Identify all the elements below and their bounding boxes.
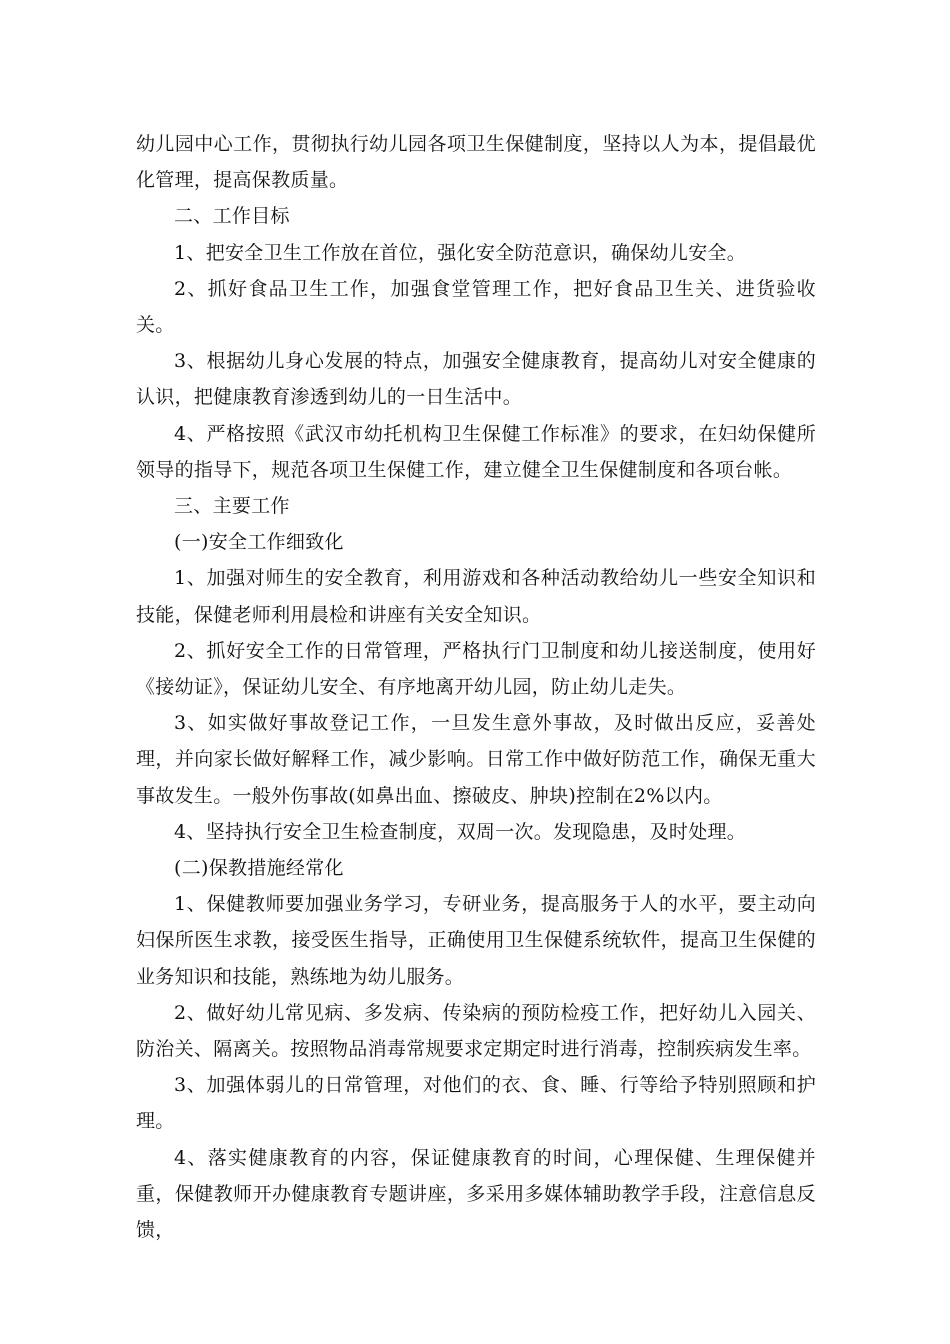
care-item-2: 2、做好幼儿常见病、多发病、传染病的预防检疫工作，把好幼儿入园关、防治关、隔离关。按照物品消毒常规要求定期定时进行消毒，控制疾病发生率。: [136, 1001, 816, 1061]
care-item-4: 4、落实健康教育的内容，保证健康教育的时间，心理保健、生理保健并重，保健教师开办健康教育专题讲座，多采用多媒体辅助教学手段，注意信息反馈，: [136, 1146, 816, 1242]
subheading-safety-work: (一)安全工作细致化: [174, 531, 344, 554]
heading-work-goals: 二、工作目标: [174, 205, 290, 228]
goal-item-1: 1、把安全卫生工作放在首位，强化安全防范意识，确保幼儿安全。: [174, 241, 747, 264]
care-item-1: 1、保健教师要加强业务学习，专研业务，提高服务于人的水平，要主动向妇保所医生求教，接受医生指导，正确使用卫生保健系统软件，提高卫生保健的业务知识和技能，熟练地为幼儿服务。: [136, 893, 816, 988]
care-item-3: 3、加强体弱儿的日常管理，对他们的衣、食、睡、行等给予特别照顾和护理。: [136, 1074, 816, 1133]
subheading-care-measures: (二)保教措施经常化: [174, 857, 344, 880]
paragraph-intro: 幼儿园中心工作，贯彻执行幼儿园各项卫生保健制度，坚持以人为本，提倡最优化管理，提高保教质量。: [136, 133, 816, 192]
goal-item-3: 3、根据幼儿身心发展的特点，加强安全健康教育，提高幼儿对安全健康的认识，把健康教育渗透到幼儿的一日生活中。: [136, 350, 816, 409]
safety-item-2: 2、抓好安全工作的日常管理，严格执行门卫制度和幼儿接送制度，使用好《接幼证》，保证幼儿安全、有序地离开幼儿园，防止幼儿走失。: [136, 639, 816, 699]
safety-item-3: 3、如实做好事故登记工作，一旦发生意外事故，及时做出反应，妥善处理，并向家长做好解释工作，减少影响。日常工作中做好防范工作，确保无重大事故发生。一般外伤事故(如鼻出血、擦破皮、肿块)控制在2%以内。: [136, 712, 816, 807]
safety-item-4: 4、坚持执行安全卫生检查制度，双周一次。发现隐患，及时处理。: [174, 820, 747, 843]
document-body: [136, 126, 816, 1248]
safety-item-1: 1、加强对师生的安全教育，利用游戏和各种活动教给幼儿一些安全知识和技能，保健老师利用晨检和讲座有关安全知识。: [136, 567, 816, 626]
goal-item-4: 4、严格按照《武汉市幼托机构卫生保健工作标准》的要求，在妇幼保健所领导的指导下，规范各项卫生保健工作，建立健全卫生保健制度和各项台帐。: [136, 422, 816, 481]
goal-item-2: 2、抓好食品卫生工作，加强食堂管理工作，把好食品卫生关、进货验收关。: [136, 277, 816, 337]
heading-main-work: 三、主要工作: [174, 495, 290, 518]
